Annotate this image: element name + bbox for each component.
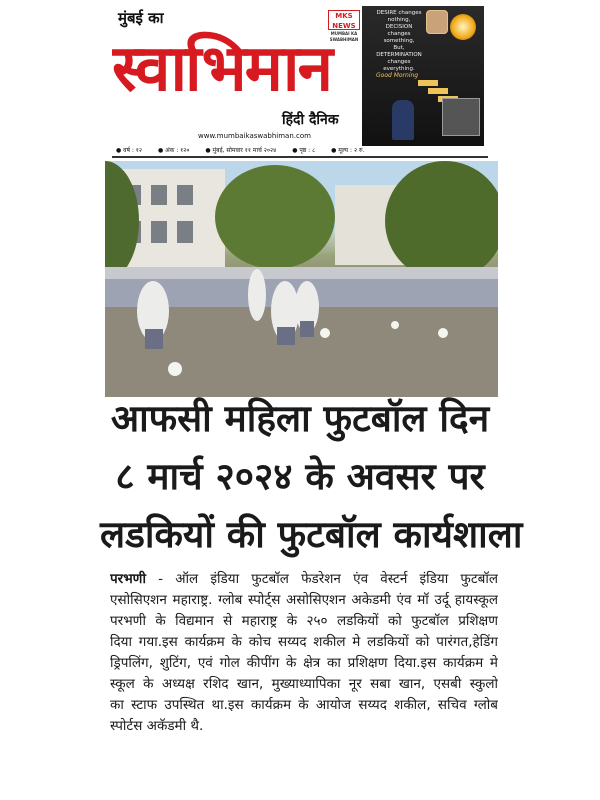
player-skirt (300, 321, 314, 337)
article-line: का स्टाफ उपस्थित था.इस कार्यक्रम के आयोज सय्यद शकील, सचिव ग्लोब (110, 697, 498, 713)
newspaper-masthead (112, 6, 484, 152)
page-count: ● पृष्ठ : ८ (292, 147, 316, 154)
football-icon (438, 328, 448, 338)
window (151, 185, 167, 205)
portrait-icon (426, 10, 448, 34)
staircase-step (418, 80, 438, 86)
article-line: स्कूल के अध्यक्ष रशिद खान, मुख्याध्यापिका नूर सबा खान, एसबी स्कुलो (110, 676, 498, 692)
tree (215, 165, 335, 269)
article-line (110, 569, 498, 590)
article-line: दिया गया.इस कार्यक्रम के कोच सय्यद शकील मे लडकियों को पारंगत,हेडिंग (110, 634, 498, 650)
thinking-man-icon (392, 100, 414, 140)
masthead-divider (112, 156, 488, 158)
article-line-text: - ऑल इंडिया फुटबॉल फेडरेशन एंव वेस्टर्न इंडिया फुटबॉल (145, 571, 498, 587)
headline-line-2: ८ मार्च २०२४ के अवसर पर (115, 455, 485, 498)
newspaper-tagline: हिंदी दैनिक (282, 112, 339, 128)
greeting-text: Good Morning (376, 72, 419, 79)
staircase-step (428, 88, 448, 94)
issue-date: ● मुंबई, सोमवार ११ मार्च २०२४ (205, 147, 277, 154)
football-icon (168, 362, 182, 376)
issue-price: ● मूल्य : २ रु. (331, 147, 365, 154)
newspaper-name: स्वाभिमान (112, 32, 331, 106)
article-city: परभणी (110, 571, 146, 587)
headline-line-1: आफसी महिला फुटबॉल दिन (110, 397, 490, 440)
mks-logo-text: MKS NEWS (332, 12, 356, 30)
article-line: स्पोर्टस अकॅडमी थै. (110, 718, 204, 734)
motivational-quote: DESIRE changes nothing, DECISION changes something, But, DETERMINATION changes everything. (376, 10, 422, 72)
volume-number: ● वर्ष : १२ (116, 147, 143, 154)
masthead-prefix: मुंबई का (118, 9, 164, 27)
article-headline (100, 390, 523, 564)
window (177, 221, 193, 243)
football-icon (320, 328, 330, 338)
issue-number: ● अंक : १२० (157, 147, 190, 154)
light-bulb-icon (450, 14, 476, 40)
article-body (110, 569, 498, 737)
player (248, 269, 266, 321)
newspaper-website: www.mumbaikaswabhiman.com (198, 132, 311, 140)
photo-illustration (105, 161, 498, 397)
motivational-ad-box (362, 6, 484, 146)
article-line: परभणी के विद्यमान से महाराष्ट्र के २५० लडकियों को फुटबॉल प्रशिक्षण (110, 613, 498, 629)
window (177, 185, 193, 205)
issue-dateline (116, 146, 486, 156)
window (151, 221, 167, 243)
football-icon (391, 321, 399, 329)
mks-news-logo (328, 10, 360, 42)
mks-logo-subtext: MUMBAI KA SWABHIMAN (329, 31, 359, 42)
article-line: एसोसिएशन महाराष्ट्र. ग्लोब स्पोर्ट्स असोसिएशन अकेडमी एंव मॉ उर्दू हायस्कूल (110, 592, 498, 608)
headline-line-3: लडकियों की फुटबॉल कार्यशाला (100, 513, 523, 556)
player-skirt (277, 327, 295, 345)
article-line: ड्रिपलिंग, शुटिंग, एवं गोल कीपींग के क्षेत्र का प्रशिक्षण दिया.इस कार्यक्रम मे (110, 655, 498, 671)
photo-thumbnail (442, 98, 480, 136)
football-workshop-photo (105, 161, 498, 397)
player-skirt (145, 329, 163, 349)
